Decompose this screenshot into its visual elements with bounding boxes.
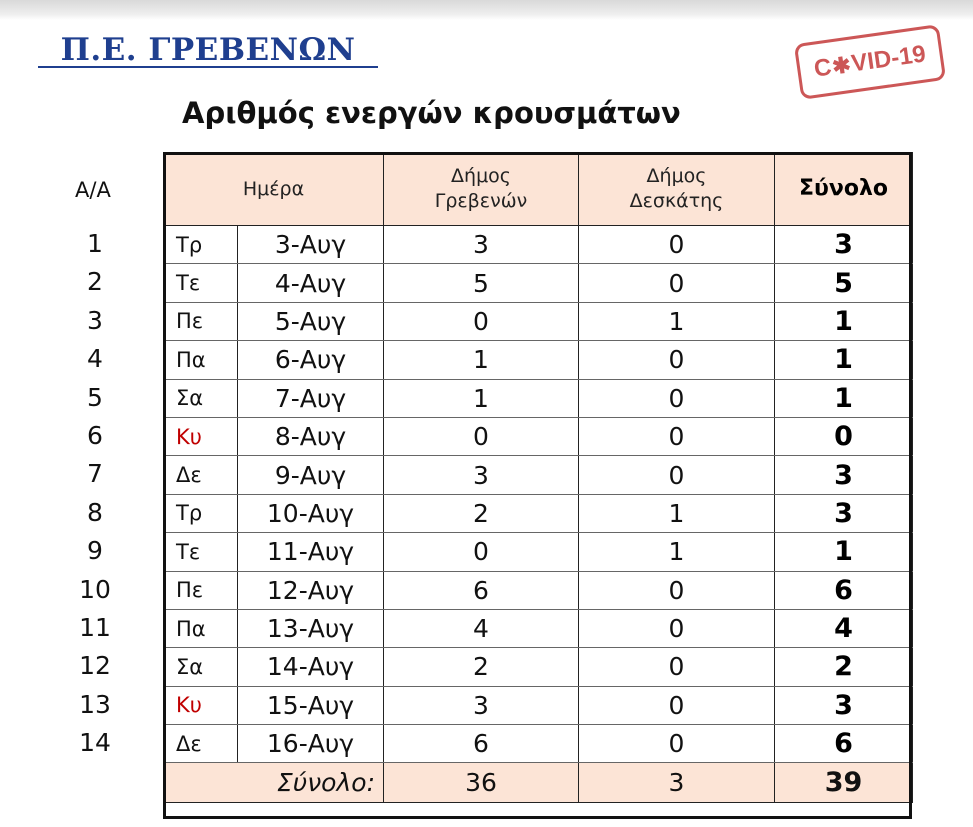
row-number: 2 bbox=[87, 267, 103, 297]
deskati-header-line2: Δεσκάτης bbox=[629, 190, 724, 212]
row-number: 10 bbox=[79, 574, 111, 604]
day-of-week-cell: Πα bbox=[164, 609, 238, 647]
total-cases-cell: 6 bbox=[775, 725, 913, 763]
grevena-cases-cell: 3 bbox=[384, 226, 579, 264]
day-of-week-cell: Δε bbox=[164, 456, 238, 494]
day-of-week-cell: Κυ bbox=[164, 686, 238, 724]
day-of-week-cell: Πα bbox=[164, 341, 238, 379]
deskati-cases-cell: 0 bbox=[579, 264, 775, 302]
total-cases-cell: 3 bbox=[775, 686, 913, 724]
day-of-week-cell: Πε bbox=[164, 302, 238, 340]
row-number: 11 bbox=[79, 612, 111, 642]
date-cell: 6-Αυγ bbox=[238, 341, 384, 379]
grevena-cases-cell: 0 bbox=[384, 302, 579, 340]
row-number: 6 bbox=[87, 420, 103, 450]
total-cases-cell: 6 bbox=[775, 571, 913, 609]
grevena-cases-cell: 3 bbox=[384, 686, 579, 724]
row-number: 12 bbox=[79, 651, 111, 681]
table-row bbox=[164, 648, 913, 686]
total-cases-cell: 1 bbox=[775, 302, 913, 340]
day-of-week-cell: Τρ bbox=[164, 494, 238, 532]
grevena-header-line2: Γρεβενών bbox=[434, 190, 528, 212]
deskati-cases-cell: 0 bbox=[579, 609, 775, 647]
deskati-cases-cell: 1 bbox=[579, 302, 775, 340]
grevena-cases-cell: 1 bbox=[384, 341, 579, 379]
total-cases-cell: 1 bbox=[775, 379, 913, 417]
grevena-cases-cell: 6 bbox=[384, 725, 579, 763]
stamp-right-text: VID-19 bbox=[849, 40, 928, 78]
table-header-row bbox=[164, 153, 913, 226]
aa-column bbox=[60, 225, 130, 762]
deskati-cases-cell: 1 bbox=[579, 533, 775, 571]
deskati-column-header bbox=[579, 153, 775, 226]
deskati-cases-cell: 0 bbox=[579, 226, 775, 264]
table-row bbox=[164, 456, 913, 494]
day-of-week-cell: Τε bbox=[164, 533, 238, 571]
table-row bbox=[164, 494, 913, 532]
row-number: 5 bbox=[87, 382, 103, 412]
deskati-cases-cell: 0 bbox=[579, 571, 775, 609]
region-title: Π.Ε. ΓΡΕΒΕΝΩΝ bbox=[38, 32, 378, 68]
virus-icon: ✱ bbox=[830, 51, 853, 80]
date-cell: 7-Αυγ bbox=[238, 379, 384, 417]
deskati-cases-cell: 0 bbox=[579, 417, 775, 455]
table-row bbox=[164, 725, 913, 763]
deskati-cases-cell: 0 bbox=[579, 379, 775, 417]
page-subtitle: Αριθμός ενεργών κρουσμάτων bbox=[182, 96, 681, 130]
table-row bbox=[164, 417, 913, 455]
total-cases-cell: 2 bbox=[775, 648, 913, 686]
day-of-week-cell: Τε bbox=[164, 264, 238, 302]
table-row bbox=[164, 226, 913, 264]
footer-grevena-total: 36 bbox=[384, 763, 579, 803]
aa-column-header: Α/Α bbox=[75, 178, 111, 202]
grevena-cases-cell: 5 bbox=[384, 264, 579, 302]
table-row bbox=[164, 686, 913, 724]
table-row bbox=[164, 302, 913, 340]
day-column-header: Ημέρα bbox=[164, 153, 384, 226]
total-cases-cell: 4 bbox=[775, 609, 913, 647]
deskati-cases-cell: 0 bbox=[579, 725, 775, 763]
stamp-left-text: C bbox=[812, 53, 834, 83]
row-number: 3 bbox=[87, 305, 103, 335]
grevena-cases-cell: 3 bbox=[384, 456, 579, 494]
row-number: 1 bbox=[87, 229, 103, 258]
grevena-cases-cell: 0 bbox=[384, 533, 579, 571]
grevena-cases-cell: 4 bbox=[384, 609, 579, 647]
date-cell: 4-Αυγ bbox=[238, 264, 384, 302]
day-of-week-cell: Τρ bbox=[164, 226, 238, 264]
date-cell: 14-Αυγ bbox=[238, 648, 384, 686]
date-cell: 16-Αυγ bbox=[238, 725, 384, 763]
table-row bbox=[164, 341, 913, 379]
total-cases-cell: 3 bbox=[775, 226, 913, 264]
footer-grand-total: 39 bbox=[775, 763, 913, 803]
total-cases-cell: 1 bbox=[775, 533, 913, 571]
date-cell: 5-Αυγ bbox=[238, 302, 384, 340]
grevena-cases-cell: 0 bbox=[384, 417, 579, 455]
deskati-cases-cell: 0 bbox=[579, 686, 775, 724]
footer-total-label: Σύνολο: bbox=[164, 763, 384, 803]
row-number: 8 bbox=[87, 497, 103, 527]
deskati-cases-cell: 0 bbox=[579, 456, 775, 494]
top-shade-bar bbox=[0, 0, 973, 20]
row-number: 14 bbox=[79, 728, 111, 758]
day-of-week-cell: Σα bbox=[164, 379, 238, 417]
grevena-cases-cell: 6 bbox=[384, 571, 579, 609]
total-column-header: Σύνολο bbox=[775, 153, 913, 226]
deskati-cases-cell: 1 bbox=[579, 494, 775, 532]
total-cases-cell: 0 bbox=[775, 417, 913, 455]
total-cases-cell: 1 bbox=[775, 341, 913, 379]
grevena-cases-cell: 2 bbox=[384, 648, 579, 686]
date-cell: 9-Αυγ bbox=[238, 456, 384, 494]
total-cases-cell: 5 bbox=[775, 264, 913, 302]
table-row bbox=[164, 379, 913, 417]
date-cell: 15-Αυγ bbox=[238, 686, 384, 724]
covid-19-stamp-icon bbox=[794, 24, 946, 100]
grevena-header-line1: Δήμος bbox=[451, 165, 511, 188]
grevena-cases-cell: 2 bbox=[384, 494, 579, 532]
day-of-week-cell: Σα bbox=[164, 648, 238, 686]
grevena-column-header bbox=[384, 153, 579, 226]
date-cell: 11-Αυγ bbox=[238, 533, 384, 571]
total-cases-cell: 3 bbox=[775, 456, 913, 494]
table-footer-row bbox=[164, 763, 913, 803]
row-number: 7 bbox=[87, 459, 103, 489]
date-cell: 13-Αυγ bbox=[238, 609, 384, 647]
footer-deskati-total: 3 bbox=[579, 763, 775, 803]
date-cell: 12-Αυγ bbox=[238, 571, 384, 609]
table-row bbox=[164, 264, 913, 302]
day-of-week-cell: Πε bbox=[164, 571, 238, 609]
deskati-cases-cell: 0 bbox=[579, 648, 775, 686]
row-number: 9 bbox=[87, 536, 103, 566]
row-number: 13 bbox=[79, 689, 111, 719]
cases-table bbox=[163, 152, 913, 803]
table-row bbox=[164, 533, 913, 571]
deskati-cases-cell: 0 bbox=[579, 341, 775, 379]
date-cell: 3-Αυγ bbox=[238, 226, 384, 264]
date-cell: 10-Αυγ bbox=[238, 494, 384, 532]
deskati-header-line1: Δήμος bbox=[646, 165, 707, 188]
day-of-week-cell: Κυ bbox=[164, 417, 238, 455]
date-cell: 8-Αυγ bbox=[238, 417, 384, 455]
day-of-week-cell: Δε bbox=[164, 725, 238, 763]
row-number: 4 bbox=[87, 344, 103, 374]
grevena-cases-cell: 1 bbox=[384, 379, 579, 417]
table-row bbox=[164, 609, 913, 647]
table-row bbox=[164, 571, 913, 609]
total-cases-cell: 3 bbox=[775, 494, 913, 532]
